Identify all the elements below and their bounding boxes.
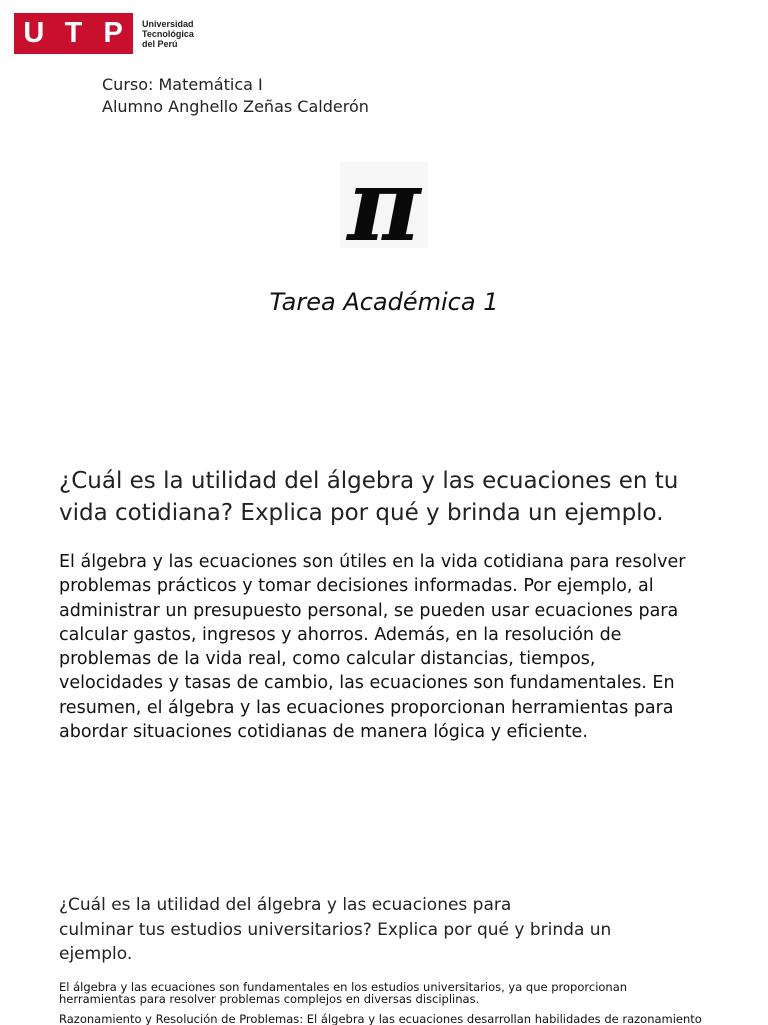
university-name-line-2: Tecnológica — [142, 28, 194, 39]
question-2 — [59, 893, 699, 967]
question-2-line: culminar tus estudios universitarios? Explica por qué y brinda un — [59, 919, 612, 940]
answer-2 — [59, 981, 739, 1005]
answer-1-line: problemas de la vida real, como calcular distancias, tiempos, — [59, 649, 596, 670]
answer-2-line: El álgebra y las ecuaciones son fundamentales en los estudios universitarios, ya que proporcionan — [59, 980, 628, 994]
document-header — [102, 74, 369, 118]
question-1-line: vida cotidiana? Explica por qué y brinda un ejemplo. — [59, 500, 664, 526]
logo-letter-t: T — [64, 17, 83, 49]
logo-letter-p: P — [103, 17, 123, 49]
question-1 — [59, 465, 739, 529]
utp-logo-mark — [14, 13, 133, 54]
question-2-line: ejemplo. — [59, 944, 133, 964]
answer-1-line: problemas prácticos y tomar decisiones informadas. Por ejemplo, al — [59, 576, 654, 597]
course-label: Curso: Matemática I — [102, 75, 263, 94]
university-name — [142, 19, 194, 49]
utp-logo — [14, 13, 194, 54]
answer-1 — [59, 550, 739, 744]
answer-1-line: calcular gastos, ingresos y ahorros. Además, en la resolución de — [59, 624, 622, 645]
page-title: Tarea Académica 1 — [269, 288, 499, 316]
logo-letter-u: U — [23, 17, 45, 49]
answer-1-line: administrar un presupuesto personal, se pueden usar ecuaciones para — [59, 600, 679, 621]
pi-symbol-image: π — [340, 162, 428, 248]
answer-2-line: herramientas para resolver problemas complejos en diversas disciplinas. — [59, 992, 480, 1006]
question-1-line: ¿Cuál es la utilidad del álgebra y las ecuaciones en tu — [59, 468, 679, 494]
answer-1-line: velocidades y tasas de cambio, las ecuaciones son fundamentales. En — [59, 673, 675, 694]
question-2-line: ¿Cuál es la utilidad del álgebra y las ecuaciones para — [59, 895, 512, 915]
university-name-line-1: Universidad — [142, 18, 194, 29]
answer-1-line: El álgebra y las ecuaciones son útiles en la vida cotidiana para resolver — [59, 552, 686, 572]
answer-3-partial: Razonamiento y Resolución de Problemas: El álgebra y las ecuaciones desarrollan habilidades de razonamiento — [59, 1013, 702, 1025]
answer-1-line: abordar situaciones cotidianas de manera lógica y eficiente. — [59, 722, 588, 743]
student-label: Alumno Anghello Zeñas Calderón — [102, 97, 369, 116]
university-name-line-3: del Perú — [142, 38, 178, 49]
answer-1-line: resumen, el álgebra y las ecuaciones proporcionan herramientas para — [59, 697, 674, 718]
